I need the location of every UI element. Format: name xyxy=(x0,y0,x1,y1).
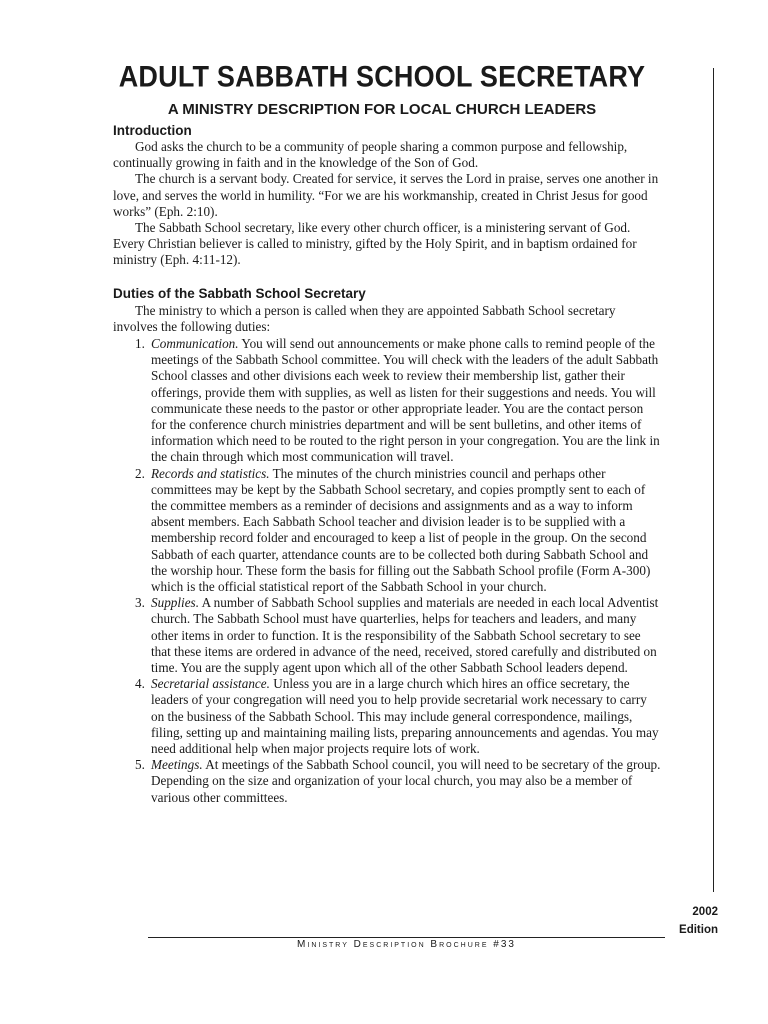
item-text: You will send out announcements or make phone calls to remind people of the meetings of the Sabbath School committee. You will check with the leaders of the adult Sabbath School classes and other divisions each week to review their membership list, gather their offerings, provide them with supplies, as well as listen for their suggestions and needs. You will communicate these needs to the pastor or other appropriate leader. You are the contact person for the conference church ministries department and will be sent bulletins, and other items of information which need to be routed to the right person in your congregation. You are the link in the chain through which most communication will travel. xyxy=(151,336,660,465)
intro-paragraph: The church is a servant body. Created for service, it serves the Lord in praise, serves one another in love, and serves the world in humility. “For we are his workmanship, created in Christ Jesus for good works” (Eph. 2:10). xyxy=(113,171,659,219)
duties-heading: Duties of the Sabbath School Secretary xyxy=(113,286,366,301)
item-number: 3. xyxy=(135,595,145,611)
edition-year: 2002 xyxy=(692,906,718,918)
footer-rule xyxy=(148,937,665,938)
page-subtitle: A MINISTRY DESCRIPTION FOR LOCAL CHURCH LEADERS xyxy=(167,101,597,118)
item-label: Communication. xyxy=(151,336,239,351)
item-label: Records and statistics. xyxy=(151,465,270,481)
item-text: A number of Sabbath School supplies and materials are needed in each local Adventist church. The Sabbath School must have quarterlies, helps for teachers and leaders, and many other items in order to function. It is the responsibility of the Sabbath School secretary to see that these items are ordered in advance of the need, received, stored carefully and distributed on time. You are the supply agent upon which all of the other Sabbath School leaders depend. xyxy=(151,595,659,676)
edition-label xyxy=(679,903,718,939)
list-item xyxy=(113,757,661,806)
duties-intro-paragraph: The ministry to which a person is called when they are appointed Sabbath School secretary involves the following duties: xyxy=(113,303,616,335)
introduction-heading: Introduction xyxy=(113,123,192,138)
intro-paragraph: The Sabbath School secretary, like every other church officer, is a ministering servant of God. Every Christian believer is called to ministry, gifted by the Holy Spirit, and in baptism ordained for ministry (Eph. 4:11-12). xyxy=(113,220,637,268)
item-label: Meetings. xyxy=(151,757,203,773)
item-number: 5. xyxy=(135,757,145,773)
introduction-body xyxy=(113,139,661,269)
item-text: Unless you are in a large church which hires an office secretary, the leaders of your congregation will need you to help provide secretarial work necessary to carry on the business of the Sabbath School. This may include general correspondence, mailings, filing, setting up and maintaining mailing lists, preparing announcements and agendas. You may need additional help when major projects require lots of work. xyxy=(151,676,659,757)
list-item xyxy=(113,676,661,757)
item-text: The minutes of the church ministries council and perhaps other committees may be kept by the Sabbath School secretary, and copies promptly sent to each of the committee members as a reminder of decisions and assignments and as a way to inform absent members. Each Sabbath School teacher and division leader is to be supplied with a membership record folder and encouraged to keep a list of people in the group. On the second Sabbath of each quarter, attendance counts are to be collected both during Sabbath School and the worship hour. These form the basis for filling out the Sabbath School profile (Form A-300) which is the official statistical report of the Sabbath School in your church. xyxy=(151,465,651,595)
page-title: ADULT SABBATH SCHOOL SECRETARY xyxy=(118,60,646,94)
item-label: Supplies. xyxy=(151,595,199,611)
duties-intro xyxy=(113,303,661,335)
item-label: Secretarial assistance. xyxy=(151,676,270,692)
intro-paragraph: God asks the church to be a community of people sharing a common purpose and fellowship, continually growing in faith and in the knowledge of the Son of God. xyxy=(113,139,628,171)
footer-text: Ministry Description Brochure #33 xyxy=(297,939,516,950)
duties-list xyxy=(113,336,661,806)
right-margin-rule xyxy=(713,68,714,892)
item-number: 2. xyxy=(135,465,145,481)
list-item xyxy=(113,595,661,676)
item-text: At meetings of the Sabbath School council, you will need to be secretary of the group. Depending on the size and organization of your local church, you may also be a member of various other committees. xyxy=(151,757,661,805)
list-item xyxy=(113,466,661,596)
item-number: 1. xyxy=(135,336,145,351)
edition-word: Edition xyxy=(679,924,718,936)
list-item xyxy=(113,336,661,466)
item-number: 4. xyxy=(135,676,145,692)
